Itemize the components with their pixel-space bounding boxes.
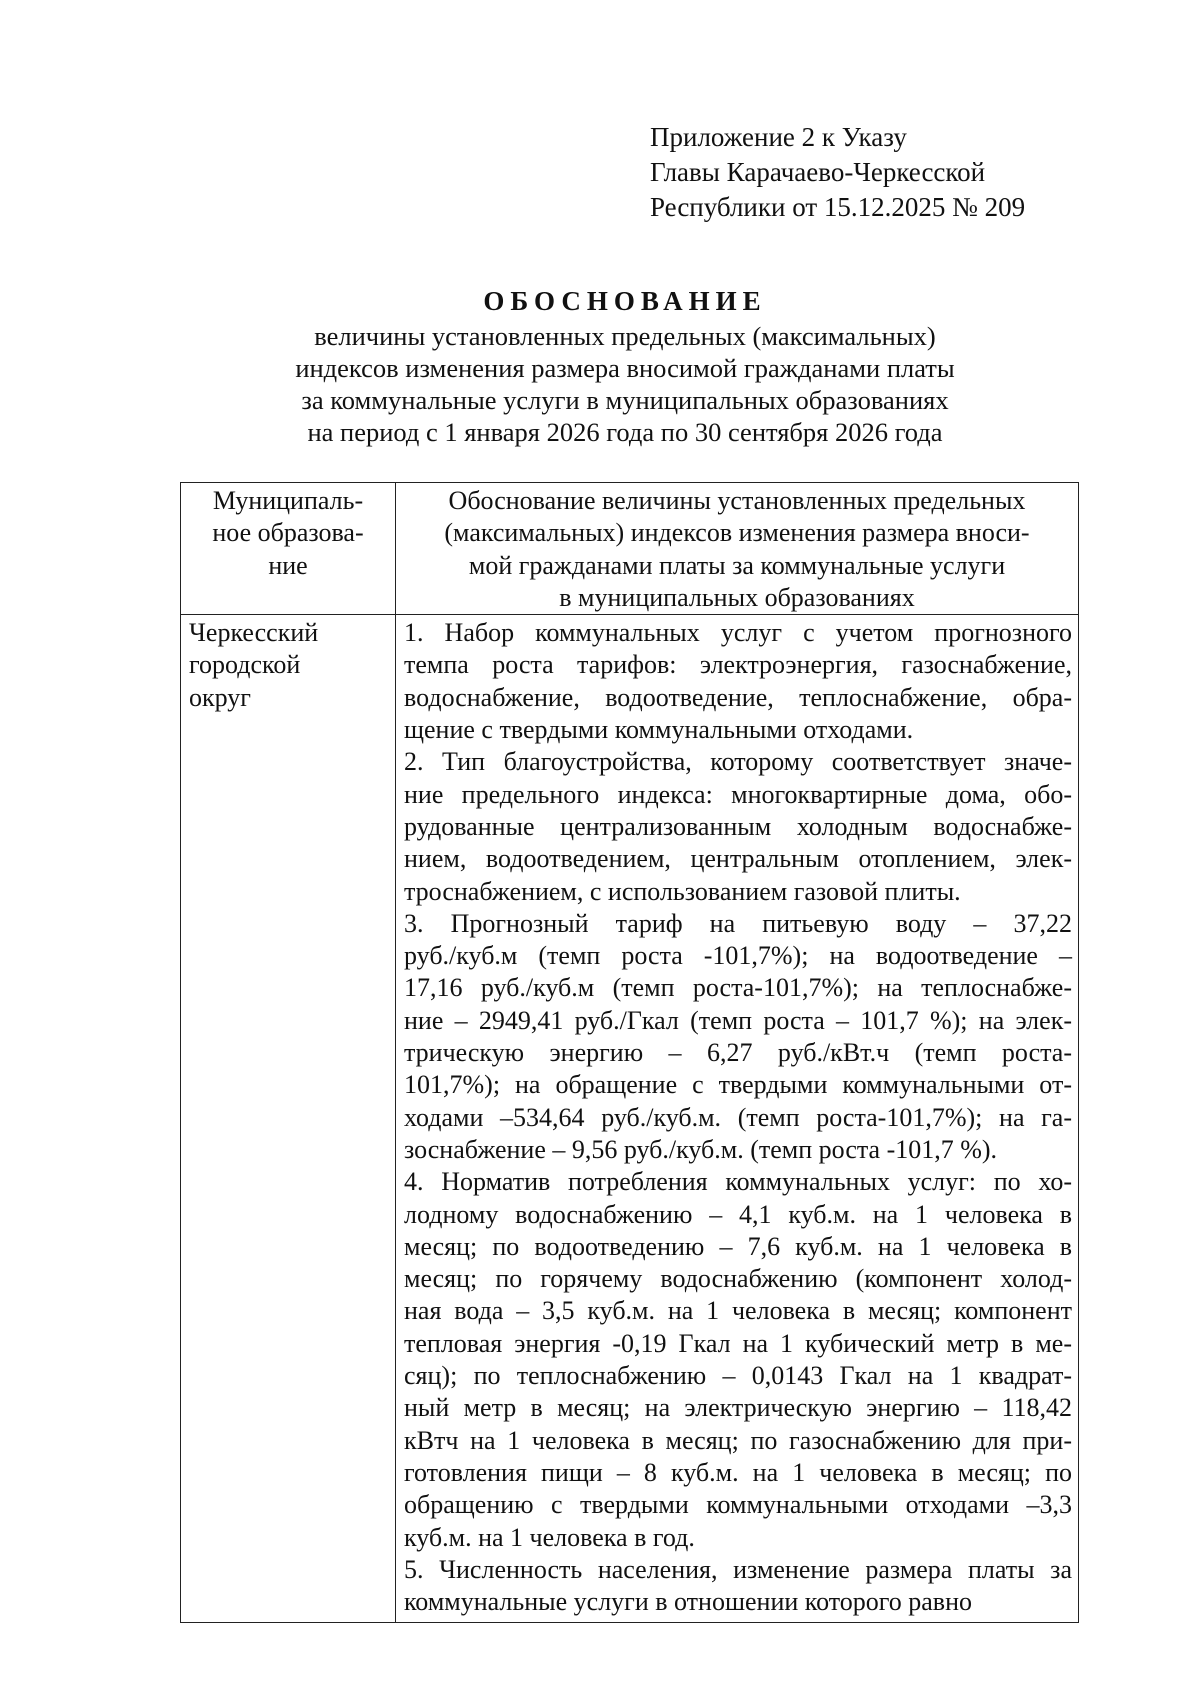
- header-justification: [396, 483, 1079, 615]
- justification-line: 5. Численность населения, изменение размера платы за: [404, 1554, 1072, 1584]
- justification-line: ная вода – 3,5 куб.м. на 1 человека в месяц; компонент: [404, 1296, 1072, 1326]
- municipality-line: Черкесский: [189, 618, 319, 648]
- header-line: ние: [268, 550, 308, 580]
- document-title: ОБОСНОВАНИЕ: [483, 286, 767, 316]
- justification-line: куб.м. на 1 человека в год.: [404, 1522, 695, 1552]
- justification-line: кВтч на 1 человека в месяц; по газоснабжению для при-: [404, 1425, 1072, 1455]
- municipality-cell: [181, 615, 396, 1623]
- justification-line: темпа роста тарифов: электроэнергия, газоснабжение,: [404, 650, 1072, 680]
- justification-line: ходами –534,64 руб./куб.м. (темп роста-101,7%); на га-: [404, 1102, 1072, 1132]
- header-municipality: [181, 483, 396, 615]
- header-line: Муниципаль-: [212, 486, 364, 515]
- justification-line: 101,7%); на обращение с твердыми коммунальными от-: [404, 1070, 1072, 1100]
- justification-line: сяц); по теплоснабжению – 0,0143 Гкал на 1 квадрат-: [404, 1361, 1072, 1391]
- appendix-line: Главы Карачаево-Черкесской: [650, 157, 986, 187]
- municipality-line: округ: [189, 682, 251, 712]
- header-line: (максимальных) индексов изменения размера вноси-: [444, 518, 1030, 548]
- header-line: Обоснование величины установленных предельных: [448, 486, 1026, 515]
- title-block: [180, 284, 1070, 448]
- subtitle-line: индексов изменения размера вносимой гражданами платы: [295, 353, 955, 383]
- justification-line: ние предельного индекса: многоквартирные дома, обо-: [404, 779, 1072, 809]
- appendix-reference: [650, 120, 1025, 225]
- appendix-line: Республики от 15.12.2025 № 209: [650, 192, 1026, 222]
- justification-line: ный метр в месяц; на электрическую энергию – 118,42: [404, 1393, 1072, 1423]
- justification-line: зоснабжение – 9,56 руб./куб.м. (темп роста -101,7 %).: [404, 1134, 998, 1164]
- justification-line: щение с твердыми коммунальными отходами.: [404, 715, 914, 745]
- justification-line: тепловая энергия -0,19 Гкал на 1 кубический метр в ме-: [404, 1328, 1072, 1358]
- justification-line: рудованные централизованным холодным водоснабже-: [404, 811, 1072, 841]
- justification-line: нием, водоотведением, центральным отоплением, элек-: [404, 844, 1072, 874]
- justification-line: готовления пищи – 8 куб.м. на 1 человека в месяц; по: [404, 1457, 1072, 1487]
- justification-line: трическую энергию – 6,27 руб./кВт.ч (темп роста-: [404, 1038, 1072, 1068]
- table-row: [181, 615, 1079, 1623]
- appendix-line: Приложение 2 к Указу: [650, 122, 907, 152]
- justification-line: коммунальные услуги в отношении которого равно: [404, 1587, 973, 1617]
- justification-line: обращению с твердыми коммунальными отходами –3,3: [404, 1490, 1072, 1520]
- justification-line: ние – 2949,41 руб./Гкал (темп роста – 101,7 %); на элек-: [404, 1005, 1072, 1035]
- subtitle-line: величины установленных предельных (максимальных): [314, 321, 936, 351]
- header-line: в муниципальных образованиях: [559, 582, 915, 612]
- justification-line: месяц; по водоотведению – 7,6 куб.м. на 1 человека в: [404, 1231, 1072, 1261]
- justification-line: 17,16 руб./куб.м (темп роста-101,7%); на теплоснабже-: [404, 973, 1072, 1003]
- subtitle-line: на период с 1 января 2026 года по 30 сентября 2026 года: [307, 417, 943, 447]
- justification-line: руб./куб.м (темп роста -101,7%); на водоотведение –: [404, 941, 1072, 971]
- justification-line: 4. Норматив потребления коммунальных услуг: по хо-: [404, 1167, 1072, 1197]
- justification-line: 1. Набор коммунальных услуг с учетом прогнозного: [404, 618, 1072, 648]
- table-header-row: [181, 483, 1079, 615]
- justification-line: 3. Прогнозный тариф на питьевую воду – 37,22: [404, 908, 1072, 938]
- justification-table: [180, 482, 1079, 1623]
- justification-line: 2. Тип благоустройства, которому соответствует значе-: [404, 747, 1072, 777]
- justification-line: водоснабжение, водоотведение, теплоснабжение, обра-: [404, 682, 1072, 712]
- header-line: ное образова-: [212, 518, 364, 548]
- justification-line: месяц; по горячему водоснабжению (компонент холод-: [404, 1264, 1072, 1294]
- justification-line: троснабжением, с использованием газовой плиты.: [404, 876, 961, 906]
- municipality-line: городской: [189, 650, 301, 680]
- subtitle-line: за коммунальные услуги в муниципальных образованиях: [301, 385, 949, 415]
- header-line: мой гражданами платы за коммунальные услуги: [468, 550, 1006, 580]
- justification-line: лодному водоснабжению – 4,1 куб.м. на 1 человека в: [404, 1199, 1072, 1229]
- justification-cell: [396, 615, 1079, 1623]
